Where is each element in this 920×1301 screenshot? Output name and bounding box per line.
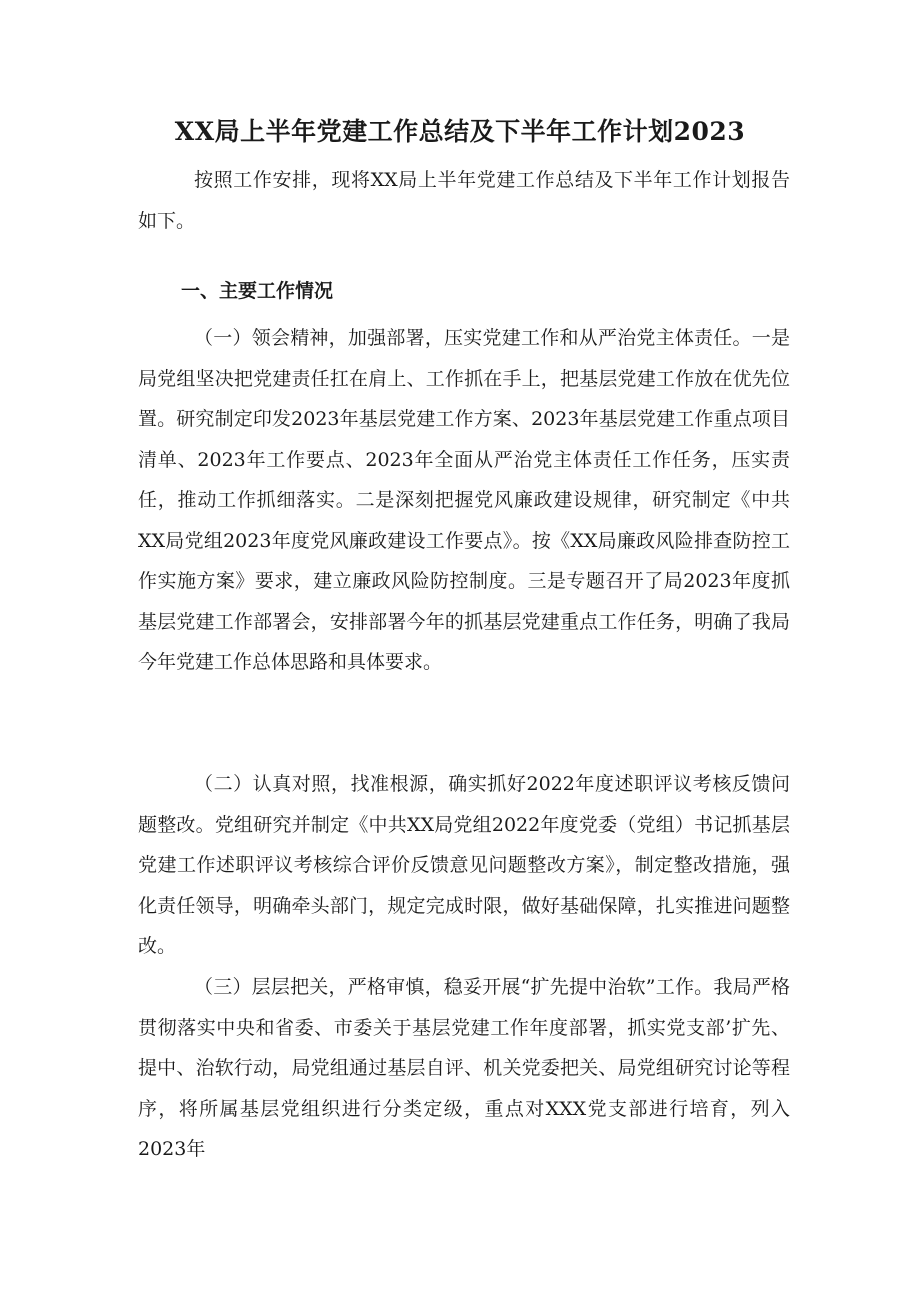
document-title: XX局上半年党建工作总结及下半年工作计划2023	[174, 117, 746, 146]
paragraph-2: （二）认真对照，找准根源，确实抓好2022年度述职评议考核反馈问题整改。党组研究并制定《中共XX局党组2022年度党委（党组）书记抓基层党建工作述职评议考核综合评价反馈意见问题整改方案》，制定整改措施，强化责任领导，明确牵头部门，规定完成时限，做好基础保障，扎实推进问题整改。	[138, 773, 790, 957]
paragraph-1: （一）领会精神，加强部署，压实党建工作和从严治党主体责任。一是局党组坚决把党建责任扛在肩上、工作抓在手上，把基层党建工作放在优先位置。研究制定印发2023年基层党建工作方案、2023年基层党建工作重点项目清单、2023年工作要点、2023年全面从严治党主体责任工作任务，压实责任，推动工作抓细落实。二是深刻把握党风廉政建设规律，研究制定《中共XX局党组2023年度党风廉政建设工作要点》。按《XX局廉政风险排查防控工作实施方案》要求，建立廉政风险防控制度。三是专题召开了局2023年度抓基层党建工作部署会，安排部署今年的抓基层党建重点工作任务，明确了我局今年党建工作总体思路和具体要求。	[138, 327, 790, 673]
section-heading-main-work: 一、主要工作情况	[181, 280, 334, 302]
intro-paragraph: 按照工作安排，现将XX局上半年党建工作总结及下半年工作计划报告如下。	[138, 169, 790, 232]
paragraph-3: （三）层层把关，严格审慎，稳妥开展“扩先提中治软”工作。我局严格贯彻落实中央和省委、市委关于基层党建工作年度部署，抓实党支部’扩先、提中、治软行动，局党组通过基层自评、机关党委把关、局党组研究讨论等程序，将所属基层党组织进行分类定级，重点对XXX党支部进行培育，列入2023年	[138, 976, 790, 1160]
